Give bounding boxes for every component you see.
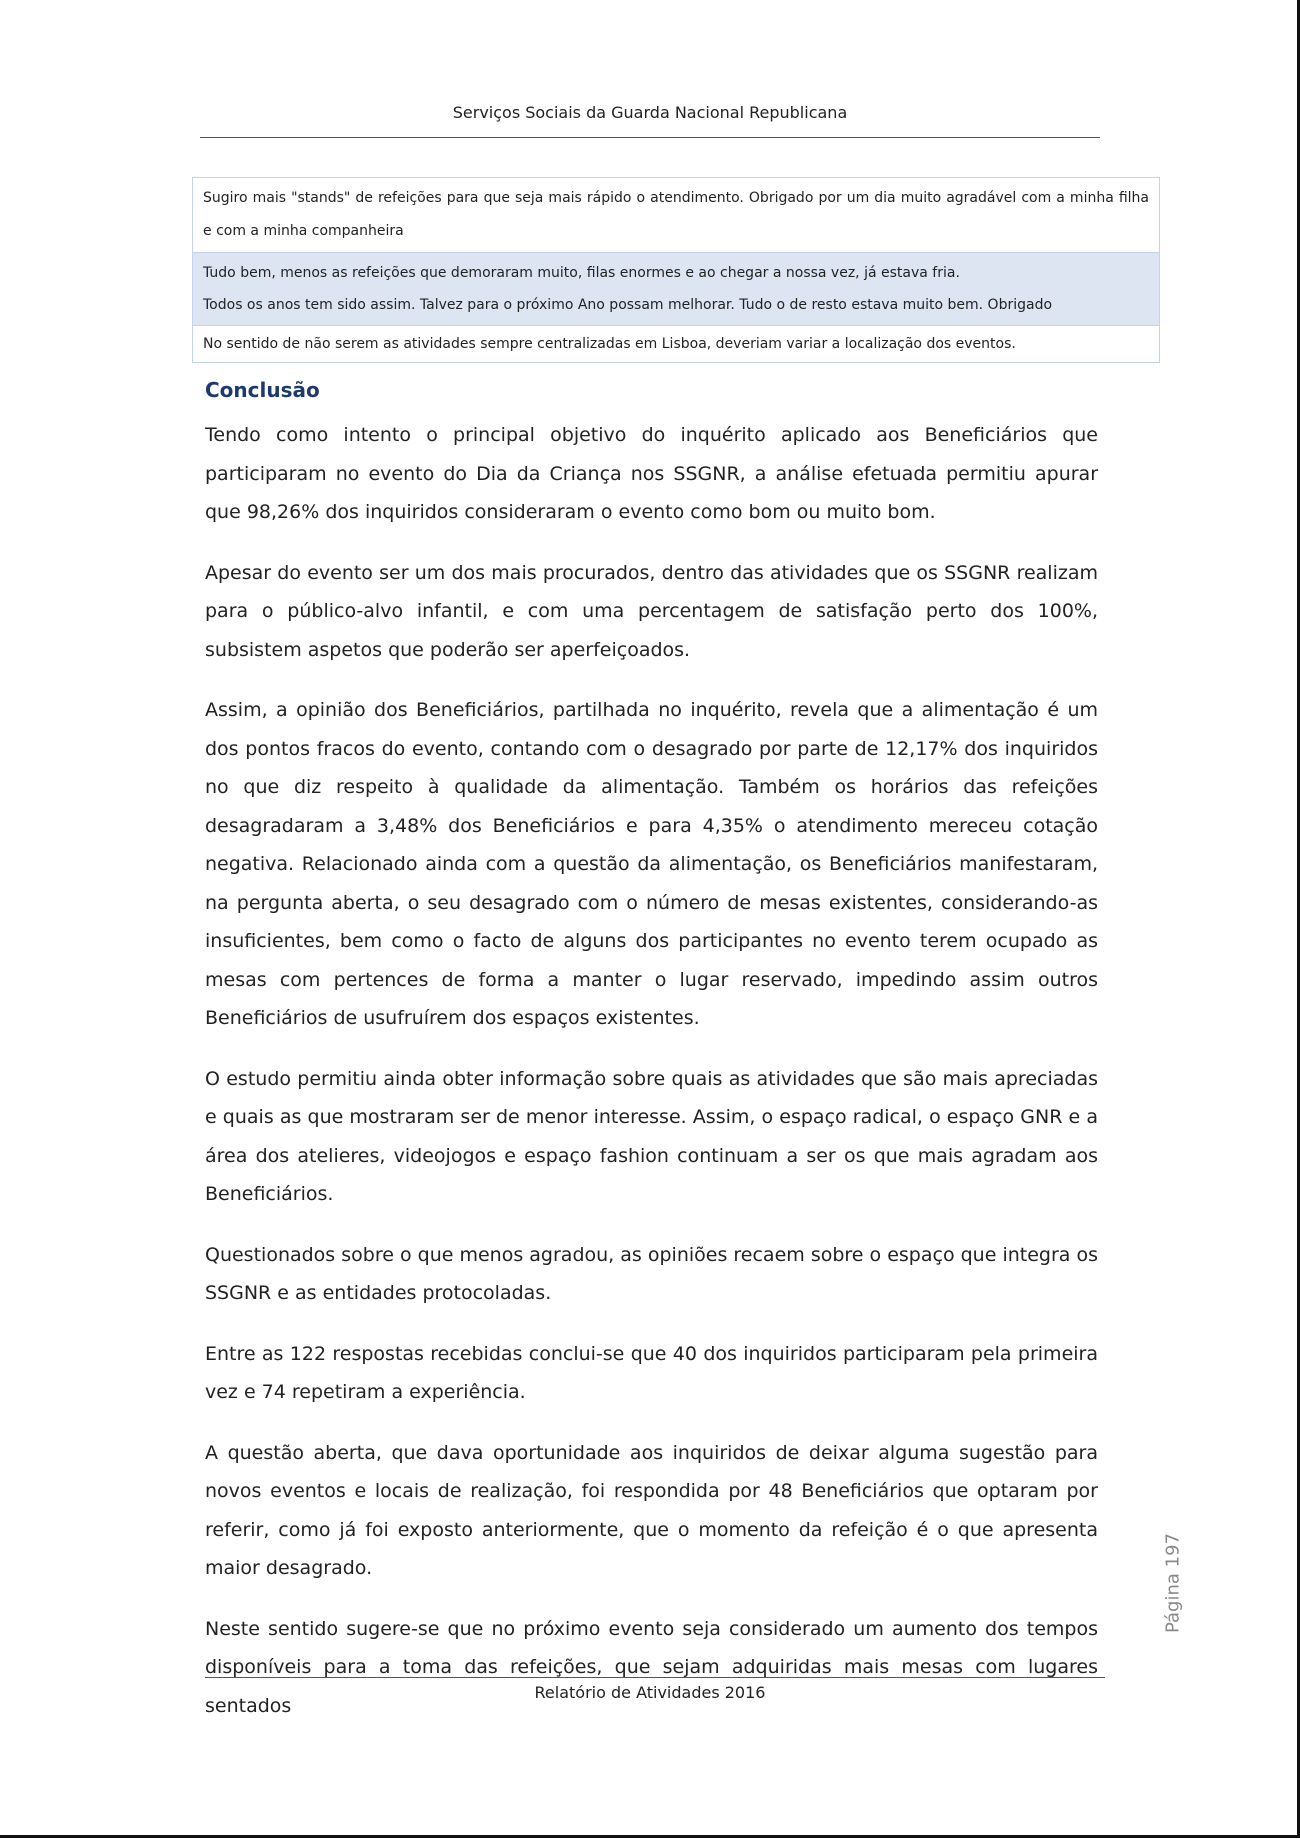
page-header: Serviços Sociais da Guarda Nacional Republicana [452, 103, 848, 122]
comments-table [192, 177, 1160, 363]
header-divider [200, 137, 1100, 138]
comment-row: Sugiro mais "stands" de refeições para que seja mais rápido o atendimento. Obrigado por um dia muito agradável com a minha filha e com a minha companheira [203, 190, 1149, 239]
paragraph: Questionados sobre o que menos agradou, as opiniões recaem sobre o espaço que integra os SSGNR e as entidades protocoladas. [205, 1243, 1098, 1304]
comment-line: Tudo bem, menos as refeições que demoraram muito, filas enormes e ao chegar a nossa vez, já estava fria. [203, 265, 960, 281]
section-title: Conclusão [205, 378, 320, 402]
paragraph: Assim, a opinião dos Beneficiários, partilhada no inquérito, revela que a alimentação é um dos pontos fracos do evento, contando com o desagrado por parte de 12,17% dos inquiridos no que diz respeito à qualidade da alimentação. Também os horários das refeições desagradaram a 3,48% dos Beneficiários e para 4,35% o atendimento mereceu cotação negativa. Relacionado ainda com a questão da alimentação, os Beneficiários manifestaram, na pergunta aberta, o seu desagrado com o número de mesas existentes, considerando-as insuficientes, bem como o facto de alguns dos participantes no evento terem ocupado as mesas com pertences de forma a manter o lugar reservado, impedindo assim outros Beneficiários de usufruírem dos espaços existentes. [205, 699, 1098, 1029]
comment-row: No sentido de não serem as atividades sempre centralizadas em Lisboa, deveriam variar a localização dos eventos. [193, 325, 1159, 362]
paragraph: Entre as 122 respostas recebidas conclui-se que 40 dos inquiridos participaram pela primeira vez e 74 repetiram a experiência. [205, 1342, 1098, 1403]
page-number [1155, 1518, 1191, 1648]
comment-row [193, 252, 1159, 325]
footer-divider [205, 1677, 1105, 1678]
paragraph: Tendo como intento o principal objetivo do inquérito aplicado aos Beneficiários que participaram no evento do Dia da Criança nos SSGNR, a análise efetuada permitiu apurar que 98,26% dos inquiridos consideraram o evento como bom ou muito bom. [205, 424, 1098, 523]
page-footer: Relatório de Atividades 2016 [534, 1683, 766, 1702]
page-number-label: Página 197 [1162, 1532, 1184, 1634]
paragraph: Neste sentido sugere-se que no próximo evento seja considerado um aumento dos tempos disponíveis para a toma das refeições, que sejam adquiridas mais mesas com lugares sentados [205, 1617, 1098, 1717]
comment-line: Todos os anos tem sido assim. Talvez para o próximo Ano possam melhorar. Tudo o de resto estava muito bem. Obrigado [203, 297, 1053, 313]
paragraph: O estudo permitiu ainda obter informação sobre quais as atividades que são mais apreciadas e quais as que mostraram ser de menor interesse. Assim, o espaço radical, o espaço GNR e a área dos atelieres, videojogos e espaço fashion continuam a ser os que mais agradam aos Beneficiários. [205, 1067, 1098, 1205]
paragraph: Apesar do evento ser um dos mais procurados, dentro das atividades que os SSGNR realizam para o público-alvo infantil, e com uma percentagem de satisfação perto dos 100%, subsistem aspetos que poderão ser aperfeiçoados. [205, 561, 1098, 661]
paragraph: A questão aberta, que dava oportunidade aos inquiridos de deixar alguma sugestão para novos eventos e locais de realização, foi respondida por 48 Beneficiários que optaram por referir, como já foi exposto anteriormente, que o momento da refeição é o que apresenta maior desagrado. [205, 1441, 1098, 1579]
main-content [205, 378, 1098, 1747]
